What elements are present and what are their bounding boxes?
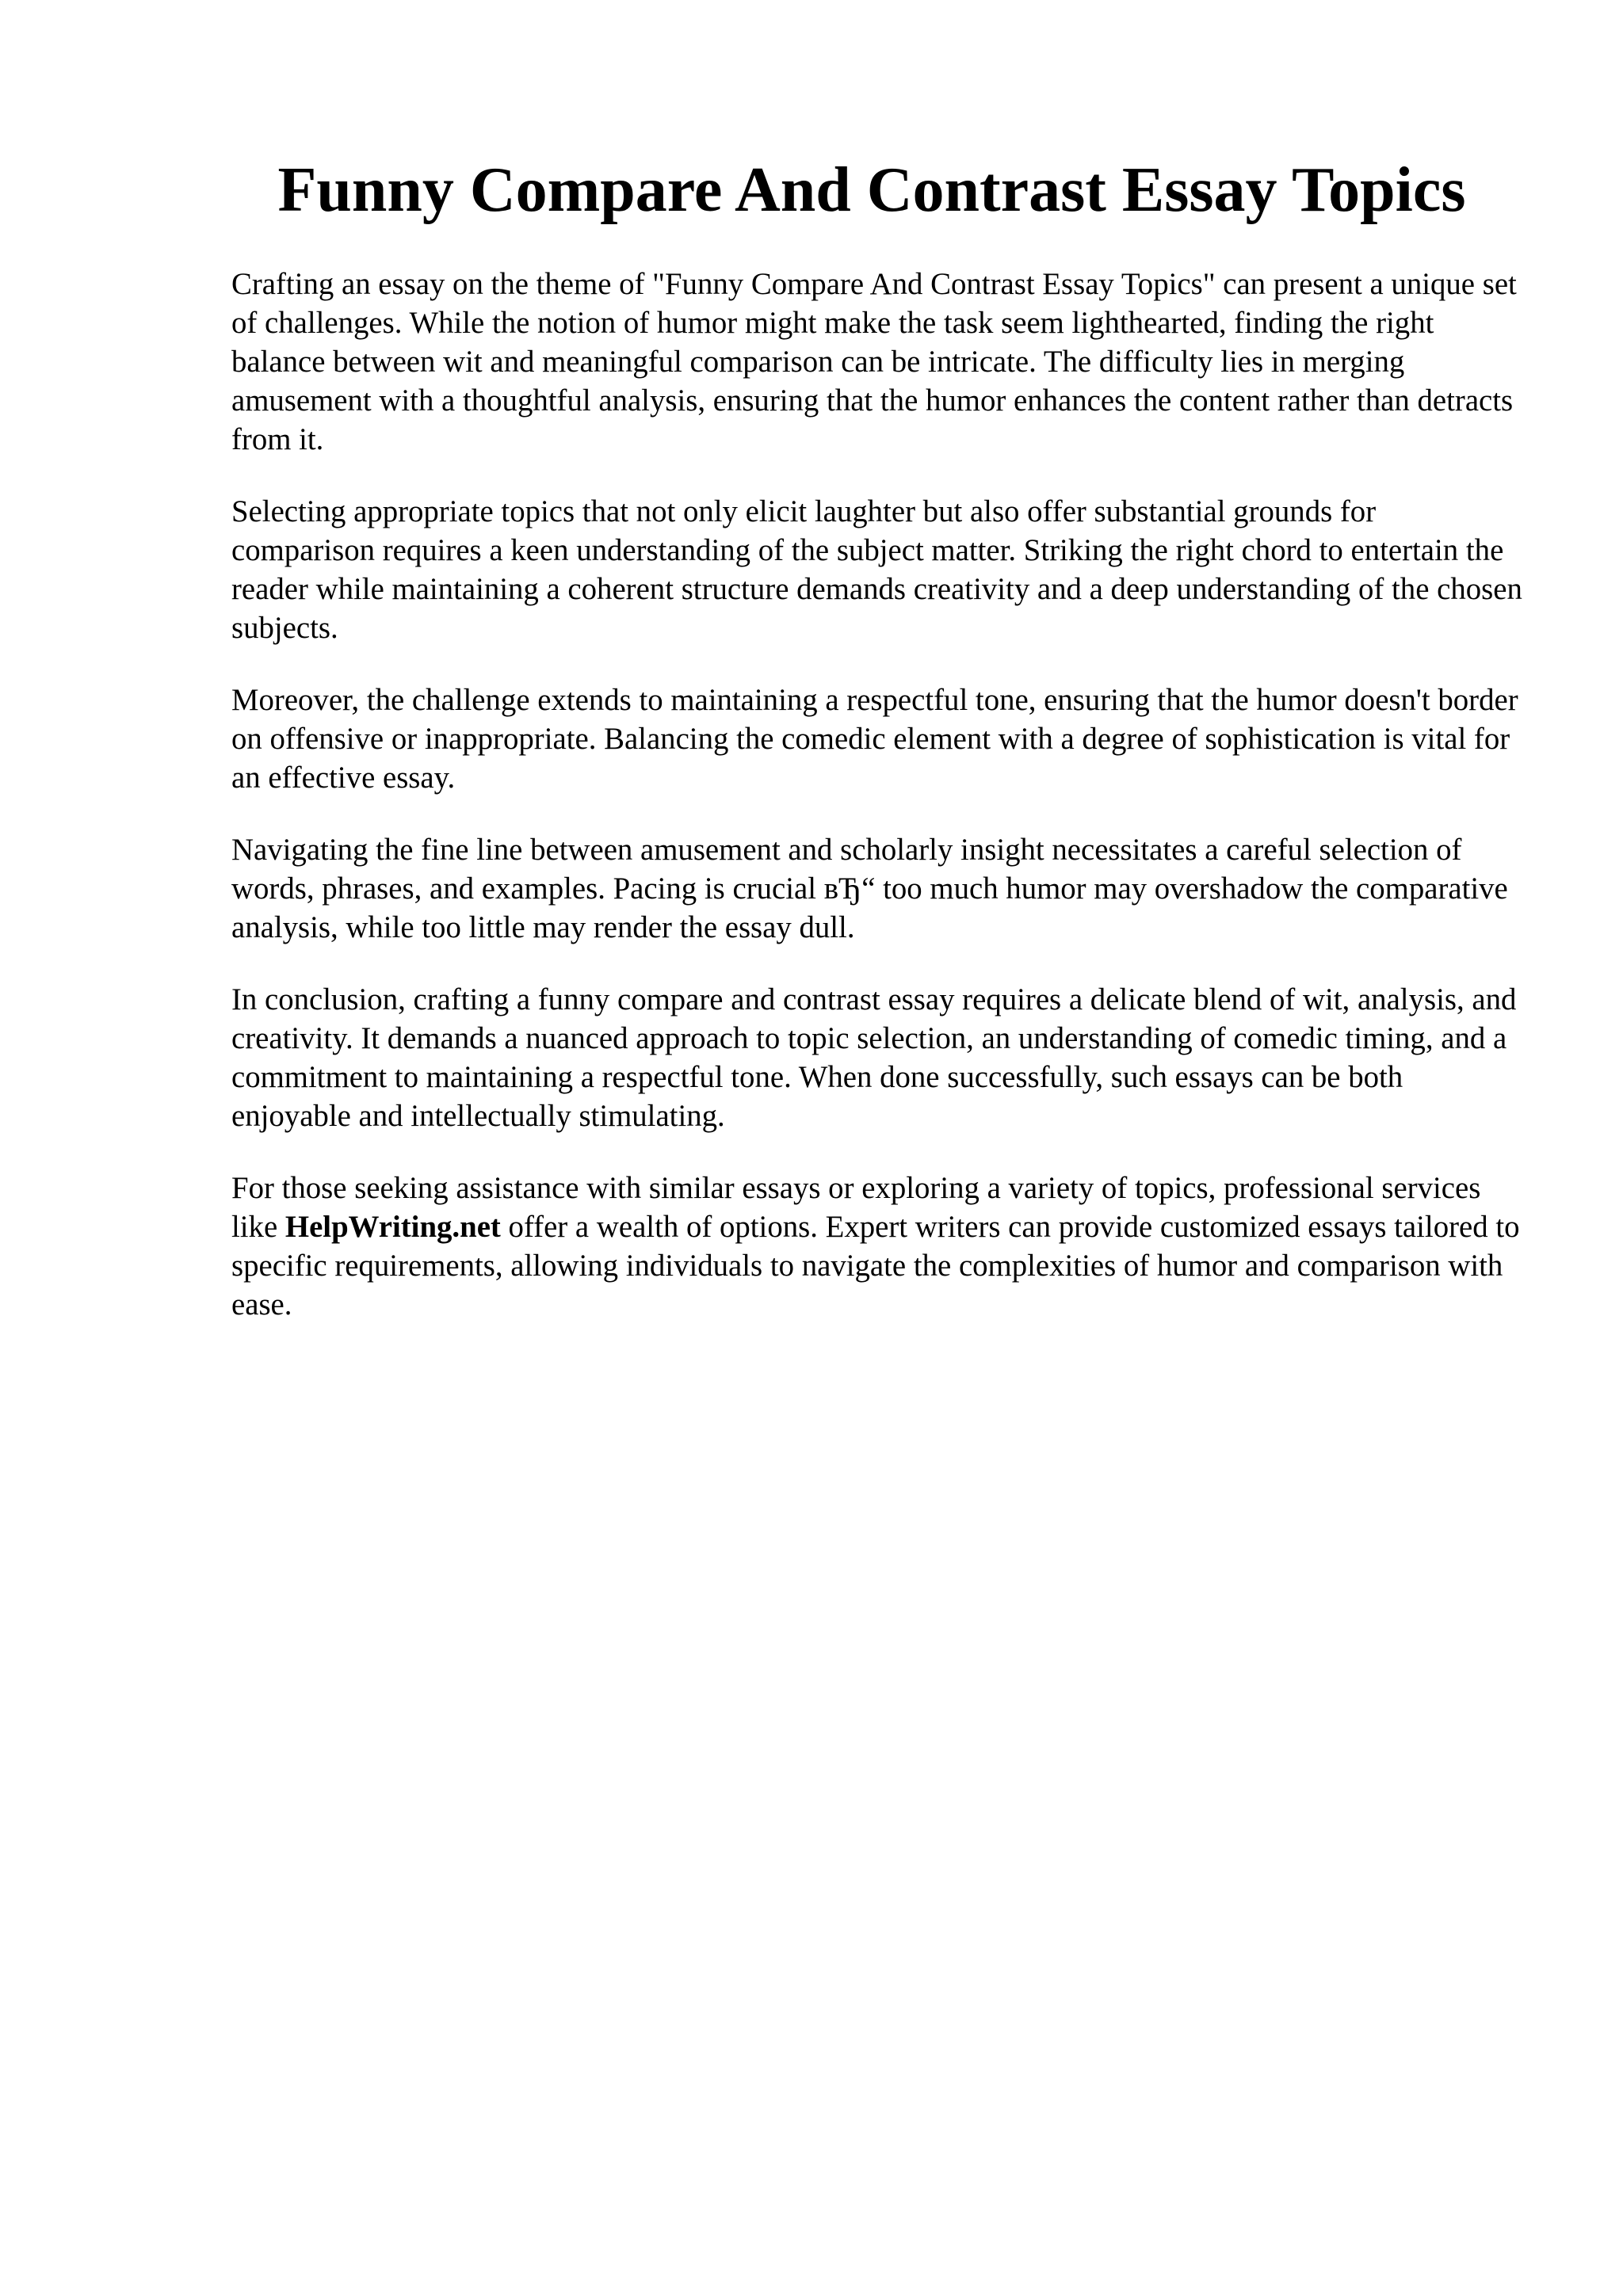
- paragraph-6: [231, 1169, 1525, 1324]
- paragraph-1: Crafting an essay on the theme of "Funny Compare And Contrast Essay Topics" can present a unique set of challenges. While the notion of humor might make the task seem lighthearted, finding the right balance between wit and meaningful comparison can be intricate. The difficulty lies in merging amusement with a thoughtful analysis, ensuring that the humor enhances the content rather than detracts from it.: [231, 267, 1517, 456]
- paragraph-2: Selecting appropriate topics that not only elicit laughter but also offer substantial grounds for comparison requires a keen understanding of the subject matter. Striking the right chord to entertain the reader while maintaining a coherent structure demands creativity and a deep understanding of the chosen subjects.: [231, 494, 1522, 645]
- paragraph-3: Moreover, the challenge extends to maintaining a respectful tone, ensuring that the humor doesn't border on offensive or inappropriate. Balancing the comedic element with a degree of sophistication is vital for an effective essay.: [231, 683, 1518, 795]
- paragraph-5: In conclusion, crafting a funny compare and contrast essay requires a delicate blend of wit, analysis, and creativity. It demands a nuanced approach to topic selection, an understanding of comedic timing, and a commitment to maintaining a respectful tone. When done successfully, such essays can be both enjoyable and intellectually stimulating.: [231, 982, 1517, 1133]
- paragraph-6-rest: offer a wealth of options. Expert writers can provide customized essays tailored to specific requirements, allowing individuals to navigate the complexities of humor and comparison with ease.: [231, 1210, 1520, 1322]
- paragraph-4: Navigating the fine line between amusement and scholarly insight necessitates a careful selection of words, phrases, and examples. Pacing is crucial вЂ“ too much humor may overshadow the comparative analysis, while too little may render the essay dull.: [231, 833, 1508, 944]
- page-title: Funny Compare And Contrast Essay Topics: [277, 155, 1466, 225]
- brand-name: HelpWriting.net: [285, 1210, 501, 1244]
- essay-body: [231, 265, 1525, 1357]
- paragraph-6-intro: For those seeking assistance with similar essays or exploring a variety of topics, professional services like: [231, 1171, 1481, 1244]
